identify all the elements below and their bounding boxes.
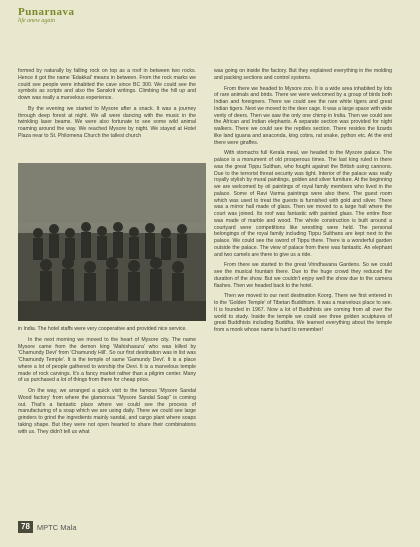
group-photo-image bbox=[18, 163, 206, 321]
page-number: 78 bbox=[18, 521, 33, 533]
masthead-tagline: life anew again bbox=[18, 18, 55, 24]
paragraph: On the way, we arranged a quick visit to the famous 'Mysore Sandal Wood factory' from where the glamorous "Mysore Sandal Soap" is coming out. That's a fantastic place where we could see the process of manufacturing of a soap which we are using daily. There we could see large grinders to grind the ingredients mainly sandal, and cargo plant where soaps taking shape. But they were not open hearted to share their combinations with us. They didn't tell us what bbox=[18, 388, 196, 435]
paragraph: From there we headed to Mysore zoo. It is a wide area inhabited by lots of rare animals and birds. There we were welcomed by a group of birds both Indian and foreigners. There we could see the rare white tigers and great Indian tigers. Next we moved to the deer cage. It was a large space with wide verity of deers. Then we saw the only one chimp in India. Then we could see the African and Indian elephants. A separate section was provided for night walkers. There we could see the reptiles section. There resides the lizards like land iguana and anaconda, king cobra, rat snake, python etc. At the end there were giraffes. bbox=[214, 85, 392, 146]
paragraph: Then we moved to our next destination Koorg. There we first entered in to the 'Golden Temple' of Tibetan Buddhism. It was a marvelous place to see. It is founded in 1967. Now a lot of Buddhists are coming from all over the world to study. Inside the temple we could see three golden sculptures of great Buddhists including Buddha. We learned everything about the temple from a monk whose name is hard to remember! bbox=[214, 293, 392, 333]
group-photo bbox=[18, 163, 206, 321]
left-column-bottom bbox=[18, 326, 196, 504]
paragraph: formed by naturally by falling rock on top as a roof in between two rocks. Hence it got the name 'Edakkal' means in between. From the rock marks we could see people were inhabited the cave since BC 300. We could see the symbols as scripts and also the Sanskrit writings. Climbing the hill up and down was really a marvelous experience. bbox=[18, 68, 196, 101]
paragraph: in India. The hotel staffs were very cooperative and provided nice service. bbox=[18, 326, 187, 332]
paragraph: By the evening we started to Mysore after a snack. It was a journey through deep forest at night. We all were dancing with the music in the twinkling laser beams. We were also fortunate to see some wild animal roaming around the way. We reached Mysore by night. We stayed at Hotel Plaza near to St. Philomena Church the tallest church bbox=[18, 105, 196, 139]
left-column-top bbox=[18, 68, 196, 158]
masthead bbox=[18, 6, 74, 25]
paragraph: With stomachs full Kerala meal, we headed to the Mysore palace. The palace is a monument of old prosperous times. The last king ruled in there was the great Tippu Sulthan, who fought against the British using cannons. Due to the terrorist threat security was tight. Interior of the palace was really royally stylish by mural paintings, golden and silver furniture. At the beginning we are welcomed by oil paintings of royal family members who lived in the palace. Some of Ravi Varma paintings were also there. The guest room which was used to treat the guests is furnished with gold and silver. There was a mirror hall made of glass. Then we moved to a large hall where the court was joined. Its roof was fantastic with painted glass. The entire floor was made of marble and wood. The whole construction is built around a courtyard were competitions like wrestling were held. The personal belongings of the royal family including Tippu Sulthans are kept next to the palace. We could see the sword of Tippu there. There is a wonderful garden outside the palace. The view of palace from there was fantastic. An elephant and two camels are there to give us a ride. bbox=[214, 150, 392, 258]
page-footer bbox=[18, 520, 77, 534]
paragraph: In the next morning we moved to the heart of Mysore city. The name Mysore came from the demon king 'Mahishasura' who was killed by 'Chamundy Devi' from 'Chamundy Hill'. So our first destination was in list was 'Chamundy Temple'. It is the temple of same 'Gamundy Devi'. It is a place where a lot of people gathered to worship the Devi. It is a marvelous temple made of rock carvings. It's a fancy market rather than a pilgrim center. Many of us purchased a lot of things from there for cheap price. bbox=[18, 336, 196, 384]
right-column bbox=[214, 68, 392, 506]
masthead-title: Punarnava bbox=[18, 6, 75, 18]
publication-name: MPTC Mala bbox=[36, 522, 77, 532]
paragraph: was going on inside the factory. But they explained everything in the molding and packing sections and control systems. bbox=[214, 68, 392, 81]
paragraph: From there we started to the great Vrindhavana Gardens. So we could see the musical fountain there. Due to the huge crowd they reduced the duration of the show. But we couldn't enjoy well the show due to the camera flashes. Then we headed back to the hotel. bbox=[214, 262, 392, 289]
